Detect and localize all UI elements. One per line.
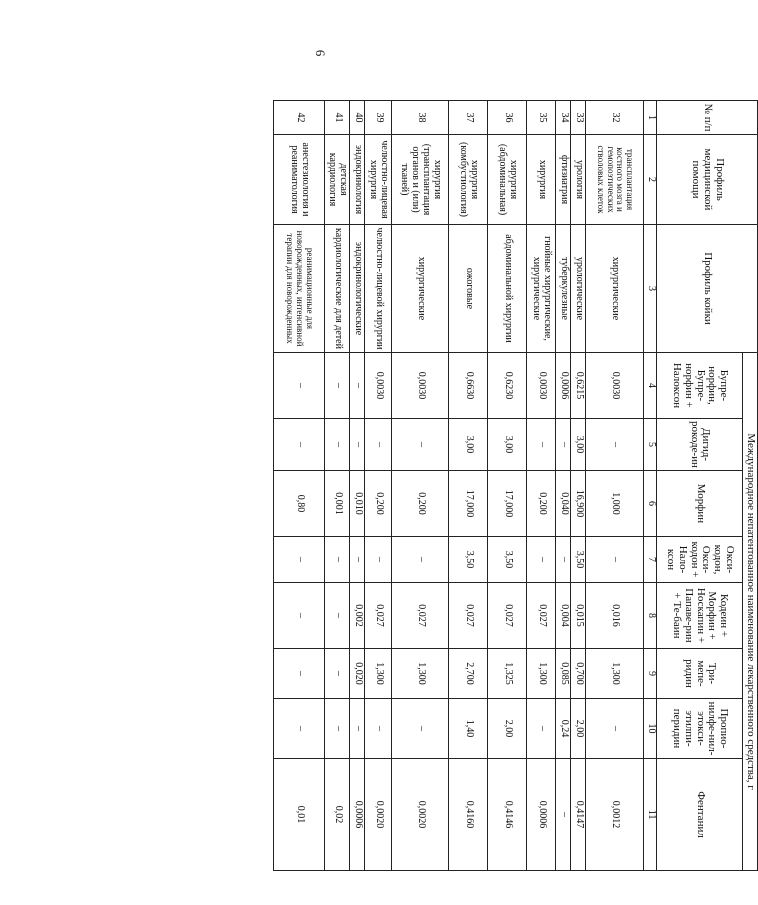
cell-value: 0,0030 <box>586 353 644 419</box>
row-bed-profile: ожоговые <box>449 225 488 353</box>
cell-value: 0,6630 <box>449 353 488 419</box>
cell-value: – <box>392 537 449 583</box>
cell-value: 3,00 <box>449 419 488 471</box>
cell-value: – <box>274 649 325 699</box>
row-num: 40 <box>350 101 365 135</box>
col-number: 9 <box>644 649 657 699</box>
header-drug-trimeperidine: Три-мепе-ридин <box>657 649 743 699</box>
row-med-profile: хирургия <box>527 135 556 225</box>
cell-value: 0,001 <box>325 471 350 537</box>
row-bed-profile: хирургические <box>586 225 644 353</box>
row-bed-profile: эндокринологические <box>350 225 365 353</box>
cell-value: – <box>365 537 392 583</box>
cell-value: 0,200 <box>365 471 392 537</box>
cell-value: – <box>274 353 325 419</box>
cell-value: – <box>274 583 325 649</box>
cell-value: 3,50 <box>449 537 488 583</box>
cell-value: 0,0030 <box>392 353 449 419</box>
rotated-table-container <box>258 100 758 870</box>
page-number: 6 <box>313 49 328 57</box>
cell-value: – <box>556 759 571 871</box>
cell-value: 0,027 <box>488 583 527 649</box>
cell-value: 0,020 <box>350 649 365 699</box>
header-profile-med: Профиль медицинской помощи <box>657 135 758 225</box>
table-row <box>350 101 365 871</box>
row-bed-profile: кардиологические для детей <box>325 225 350 353</box>
cell-value: – <box>350 537 365 583</box>
cell-value: – <box>527 419 556 471</box>
row-bed-profile: урологические <box>571 225 586 353</box>
cell-value: 0,002 <box>350 583 365 649</box>
cell-value: – <box>527 699 556 759</box>
cell-value: – <box>556 537 571 583</box>
cell-value: 0,200 <box>392 471 449 537</box>
row-med-profile: хирургия (комбустиология) <box>449 135 488 225</box>
row-med-profile: хирургия (трансплантация органов и (или) тканей) <box>392 135 449 225</box>
row-num: 39 <box>365 101 392 135</box>
cell-value: 17,000 <box>449 471 488 537</box>
row-bed-profile: челюстно-лицевой хирургии <box>365 225 392 353</box>
header-drugs-group: Международное непатентованное наименование лекарственного средства, г <box>743 353 758 871</box>
row-num: 38 <box>392 101 449 135</box>
cell-value: – <box>365 419 392 471</box>
cell-value: 0,040 <box>556 471 571 537</box>
cell-value: 0,4160 <box>449 759 488 871</box>
cell-value: – <box>325 699 350 759</box>
cell-value: 3,00 <box>571 419 586 471</box>
cell-value: 0,700 <box>571 649 586 699</box>
row-med-profile: урология <box>571 135 586 225</box>
cell-value: – <box>586 419 644 471</box>
table-row <box>488 101 527 871</box>
cell-value: 3,00 <box>488 419 527 471</box>
cell-value: 0,015 <box>571 583 586 649</box>
row-num: 41 <box>325 101 350 135</box>
row-med-profile: хирургия (абдоминальная) <box>488 135 527 225</box>
cell-value: 0,0020 <box>365 759 392 871</box>
cell-value: – <box>325 649 350 699</box>
cell-value: – <box>586 537 644 583</box>
table-row <box>449 101 488 871</box>
cell-value: – <box>527 537 556 583</box>
header-drug-buprenorphine: Бупре-норфин, Бупре-норфин + Налоксон <box>657 353 743 419</box>
cell-value: 3,50 <box>488 537 527 583</box>
row-med-profile: трансплантация костного мозга и гемопоэтических стволовых клеток <box>586 135 644 225</box>
table-row <box>365 101 392 871</box>
cell-value: 0,80 <box>274 471 325 537</box>
col-number: 10 <box>644 699 657 759</box>
cell-value: 0,010 <box>350 471 365 537</box>
cell-value: 0,6230 <box>488 353 527 419</box>
col-number: 5 <box>644 419 657 471</box>
cell-value: 1,300 <box>392 649 449 699</box>
col-number: 1 <box>644 101 657 135</box>
header-profile-bed: Профиль койки <box>657 225 758 353</box>
cell-value: 0,0006 <box>556 353 571 419</box>
cell-value: 0,01 <box>274 759 325 871</box>
row-num: 42 <box>274 101 325 135</box>
header-drug-oxycodone: Окси-кодон, Окси-кодон + Нало-ксон <box>657 537 743 583</box>
cell-value: 0,0012 <box>586 759 644 871</box>
row-num: 35 <box>527 101 556 135</box>
cell-value: 0,0030 <box>365 353 392 419</box>
row-bed-profile: туберкулезные <box>556 225 571 353</box>
cell-value: 0,016 <box>586 583 644 649</box>
cell-value: – <box>350 419 365 471</box>
cell-value: 0,027 <box>392 583 449 649</box>
table-row <box>274 101 325 871</box>
cell-value: 0,02 <box>325 759 350 871</box>
cell-value: 0,0020 <box>392 759 449 871</box>
row-num: 32 <box>586 101 644 135</box>
cell-value: 3,50 <box>571 537 586 583</box>
cell-value: – <box>274 699 325 759</box>
cell-value: – <box>274 419 325 471</box>
cell-value: 16,900 <box>571 471 586 537</box>
cell-value: – <box>392 699 449 759</box>
cell-value: 2,00 <box>488 699 527 759</box>
cell-value: – <box>325 419 350 471</box>
cell-value: 1,300 <box>365 649 392 699</box>
header-drug-fentanyl: Фентанил <box>657 759 743 871</box>
col-number: 2 <box>644 135 657 225</box>
cell-value: 0,085 <box>556 649 571 699</box>
cell-value: – <box>325 583 350 649</box>
row-med-profile: эндокринология <box>350 135 365 225</box>
cell-value: – <box>325 353 350 419</box>
row-med-profile: анестезиология и реаниматология <box>274 135 325 225</box>
cell-value: – <box>274 537 325 583</box>
col-number: 6 <box>644 471 657 537</box>
cell-value: 0,0006 <box>350 759 365 871</box>
cell-value: – <box>350 699 365 759</box>
col-number: 4 <box>644 353 657 419</box>
cell-value: – <box>586 699 644 759</box>
cell-value: 2,00 <box>571 699 586 759</box>
cell-value: 0,0030 <box>527 353 556 419</box>
cell-value: 0,0006 <box>527 759 556 871</box>
cell-value: 1,000 <box>586 471 644 537</box>
cell-value: – <box>556 419 571 471</box>
table-row <box>527 101 556 871</box>
table-row <box>392 101 449 871</box>
cell-value: 1,300 <box>586 649 644 699</box>
header-drug-dihydrocodeine: Дигид-рокоде-ин <box>657 419 743 471</box>
table-row <box>556 101 571 871</box>
cell-value: 1,300 <box>527 649 556 699</box>
row-bed-profile: хирургические <box>392 225 449 353</box>
cell-value: 1,40 <box>449 699 488 759</box>
row-num: 33 <box>571 101 586 135</box>
row-med-profile: челюстно-лицевая хирургия <box>365 135 392 225</box>
cell-value: 0,004 <box>556 583 571 649</box>
row-bed-profile: реанимационные для новорожденных, интенсивной терапии для новорожденных <box>274 225 325 353</box>
header-drug-propionylphenyl: Пропио-нилфе-нил-этокси-этилпи-перидин <box>657 699 743 759</box>
header-drug-morphine: Морфин <box>657 471 743 537</box>
cell-value: – <box>365 699 392 759</box>
row-bed-profile: абдоминальной хирургии <box>488 225 527 353</box>
col-number: 8 <box>644 583 657 649</box>
cell-value: 0,24 <box>556 699 571 759</box>
cell-value: 0,4147 <box>571 759 586 871</box>
row-med-profile: детская кардиология <box>325 135 350 225</box>
col-number: 3 <box>644 225 657 353</box>
cell-value: 0,027 <box>365 583 392 649</box>
cell-value: 0,4146 <box>488 759 527 871</box>
cell-value: 0,200 <box>527 471 556 537</box>
header-drug-codeine-combo: Кодеин + Морфин + Носкапин + Папаве-рин + Те-баин <box>657 583 743 649</box>
cell-value: 0,027 <box>449 583 488 649</box>
cell-value: – <box>325 537 350 583</box>
cell-value: – <box>392 419 449 471</box>
cell-value: 17,000 <box>488 471 527 537</box>
cell-value: 0,027 <box>527 583 556 649</box>
cell-value: 1,325 <box>488 649 527 699</box>
row-num: 36 <box>488 101 527 135</box>
cell-value: 2,700 <box>449 649 488 699</box>
table-row <box>325 101 350 871</box>
row-num: 37 <box>449 101 488 135</box>
cell-value: 0,6215 <box>571 353 586 419</box>
table-row <box>586 101 644 871</box>
row-bed-profile: гнойные хирургические, хирургические <box>527 225 556 353</box>
row-med-profile: фтизиатрия <box>556 135 571 225</box>
row-num: 34 <box>556 101 571 135</box>
cell-value: – <box>350 353 365 419</box>
col-number: 7 <box>644 537 657 583</box>
col-number: 11 <box>644 759 657 871</box>
header-num: № п/п <box>657 101 758 135</box>
table-row <box>571 101 586 871</box>
drug-norms-table <box>273 100 758 871</box>
